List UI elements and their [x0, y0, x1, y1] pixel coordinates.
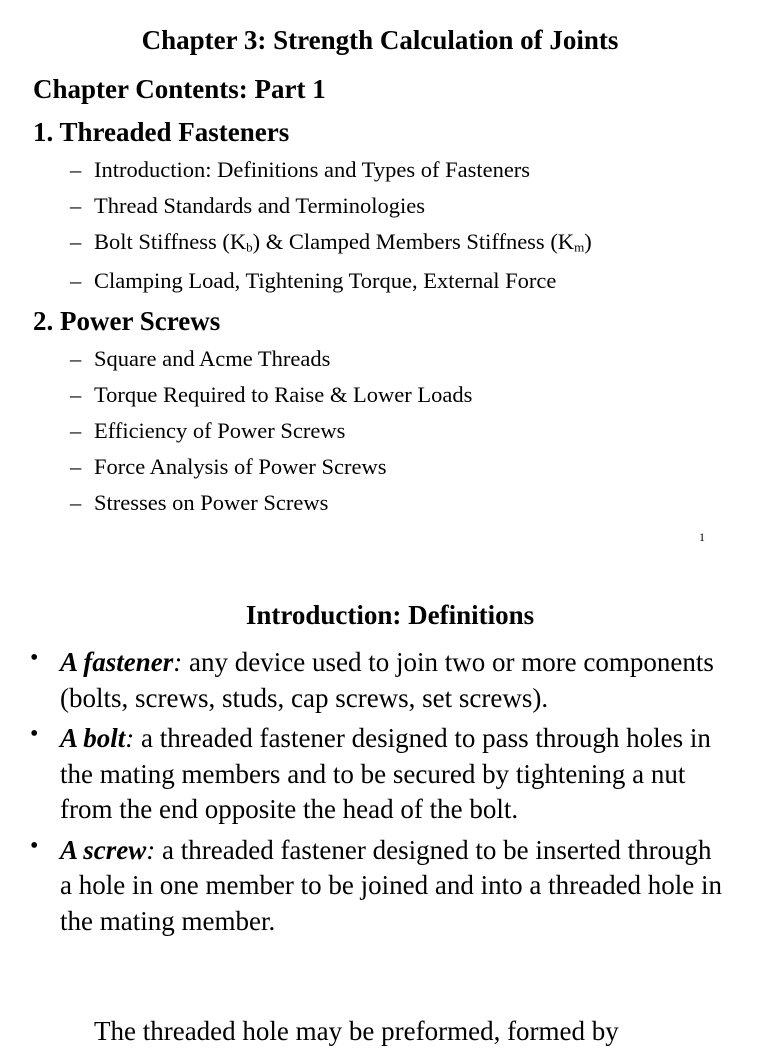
- list-item-text: Introduction: Definitions and Types of Fasteners: [94, 157, 531, 182]
- list-item-text: Stresses on Power Screws: [94, 490, 329, 515]
- dash-bullet: –: [70, 157, 82, 182]
- slide-title: Introduction: Definitions: [245, 600, 535, 630]
- list-item-text-stiffness: [94, 229, 592, 255]
- definition-item-screw: [30, 833, 730, 940]
- definition-colon: :: [173, 647, 183, 677]
- definitions-list: [30, 645, 730, 944]
- dash-bullet: –: [70, 490, 82, 515]
- definition-item-fastener: [30, 645, 730, 716]
- dash-bullet: –: [70, 346, 82, 371]
- bullet-icon: •: [30, 721, 39, 747]
- contents-heading: Chapter Contents: Part 1: [33, 74, 326, 104]
- list-item-text: Torque Required to Raise & Lower Loads: [94, 382, 473, 407]
- slide-2: [0, 560, 768, 1046]
- text-part: ) & Clamped Members Stiffness (K: [252, 229, 575, 254]
- dash-bullet: –: [70, 418, 82, 443]
- bullet-icon: •: [30, 832, 39, 859]
- list-item-text: Square and Acme Threads: [94, 346, 331, 371]
- dash-bullet: –: [70, 229, 82, 254]
- definition-item-bolt: [30, 721, 730, 828]
- list-item-text: Force Analysis of Power Screws: [94, 454, 387, 479]
- subscript-b: b: [246, 239, 253, 255]
- list-item-text: Thread Standards and Terminologies: [94, 193, 426, 218]
- dash-bullet: –: [70, 268, 82, 293]
- page-number: 1: [699, 530, 705, 544]
- dash-bullet: –: [70, 382, 82, 407]
- definition-text: a threaded fastener designed to pass through holes in the mating members and to be secured by tightening a nut from the end opposite the head of the bolt.: [60, 723, 711, 824]
- subscript-m: m: [574, 239, 585, 255]
- dash-bullet: –: [70, 193, 82, 218]
- definition-term: A bolt: [60, 723, 126, 753]
- definition-text: any device used to join two or more components (bolts, screws, studs, cap screws, set screws).: [60, 647, 714, 713]
- bullet-icon: •: [30, 645, 39, 671]
- cut-off-text: The threaded hole may be preformed, formed by: [94, 1016, 619, 1046]
- text-part: Bolt Stiffness (K: [94, 229, 247, 254]
- definition-term: A screw: [60, 834, 147, 865]
- definition-text: a threaded fastener designed to be inserted through a hole in one member to be joined and into a threaded hole in the mating member.: [60, 834, 723, 936]
- chapter-title: Chapter 3: Strength Calculation of Joints: [141, 25, 619, 55]
- definition-colon: :: [146, 834, 156, 865]
- list-item-text: Clamping Load, Tightening Torque, External Force: [94, 268, 557, 293]
- list-item-text: Efficiency of Power Screws: [94, 418, 346, 443]
- definition-colon: :: [125, 723, 135, 753]
- dash-bullet: –: [70, 454, 82, 479]
- section-heading-power-screws: 2. Power Screws: [33, 306, 221, 336]
- section-heading-threaded-fasteners: 1. Threaded Fasteners: [33, 117, 290, 147]
- text-part: ): [584, 229, 592, 254]
- definition-term: A fastener: [60, 647, 174, 677]
